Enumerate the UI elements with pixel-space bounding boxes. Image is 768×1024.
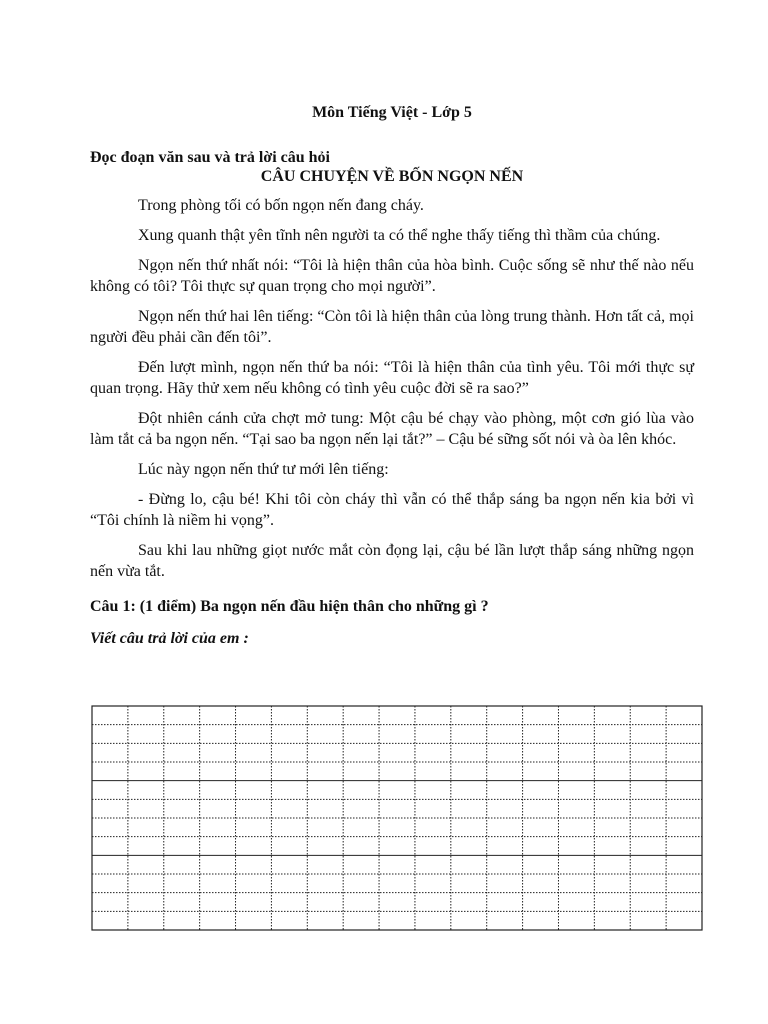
question-1: Câu 1: (1 điểm) Ba ngọn nến đầu hiện thân cho những gì ?: [90, 598, 489, 615]
answer-writing-grid[interactable]: [91, 705, 703, 931]
answer-prompt: Viết câu trả lời của em :: [90, 630, 249, 647]
story-paragraph: Lúc này ngọn nến thứ tư mới lên tiếng:: [138, 461, 389, 478]
story-paragraph: Đến lượt mình, ngọn nến thứ ba nói: “Tôi là hiện thân của tình yêu. Tôi mới thực sự quan trọng. Hãy thử xem nếu không có tình yêu cuộc đời sẽ ra sao?”: [90, 359, 694, 397]
subject-title: Môn Tiếng Việt - Lớp 5: [312, 104, 472, 121]
story-title: CÂU CHUYỆN VỀ BỐN NGỌN NẾN: [260, 168, 524, 185]
document-page: [90, 104, 694, 649]
reading-instruction: Đọc đoạn văn sau và trả lời câu hỏi: [90, 149, 330, 166]
story-paragraph: - Đừng lo, cậu bé! Khi tôi còn cháy thì vẫn có thể thắp sáng ba ngọn nến kia bởi vì “Tôi chính là niềm hi vọng”.: [90, 491, 694, 529]
story-paragraph: Trong phòng tối có bốn ngọn nến đang cháy.: [138, 197, 424, 214]
story-paragraph: Ngọn nến thứ hai lên tiếng: “Còn tôi là hiện thân của lòng trung thành. Hơn tất cả, mọi người đều phải cần đến tôi”.: [90, 308, 694, 346]
story-paragraph: Sau khi lau những giọt nước mắt còn đọng lại, cậu bé lần lượt thắp sáng những ngọn nến vừa tắt.: [90, 542, 694, 580]
story-paragraph: Đột nhiên cánh cửa chợt mở tung: Một cậu bé chạy vào phòng, một cơn gió lùa vào làm tắt cả ba ngọn nến. “Tại sao ba ngọn nến lại tắt?” – Cậu bé sững sốt nói và òa lên khóc.: [90, 410, 694, 448]
story-paragraph: Ngọn nến thứ nhất nói: “Tôi là hiện thân của hòa bình. Cuộc sống sẽ như thế nào nếu không có tôi? Tôi thực sự quan trọng cho mọi người”.: [90, 257, 694, 295]
story-paragraph: Xung quanh thật yên tĩnh nên người ta có thể nghe thấy tiếng thì thầm của chúng.: [138, 227, 661, 244]
